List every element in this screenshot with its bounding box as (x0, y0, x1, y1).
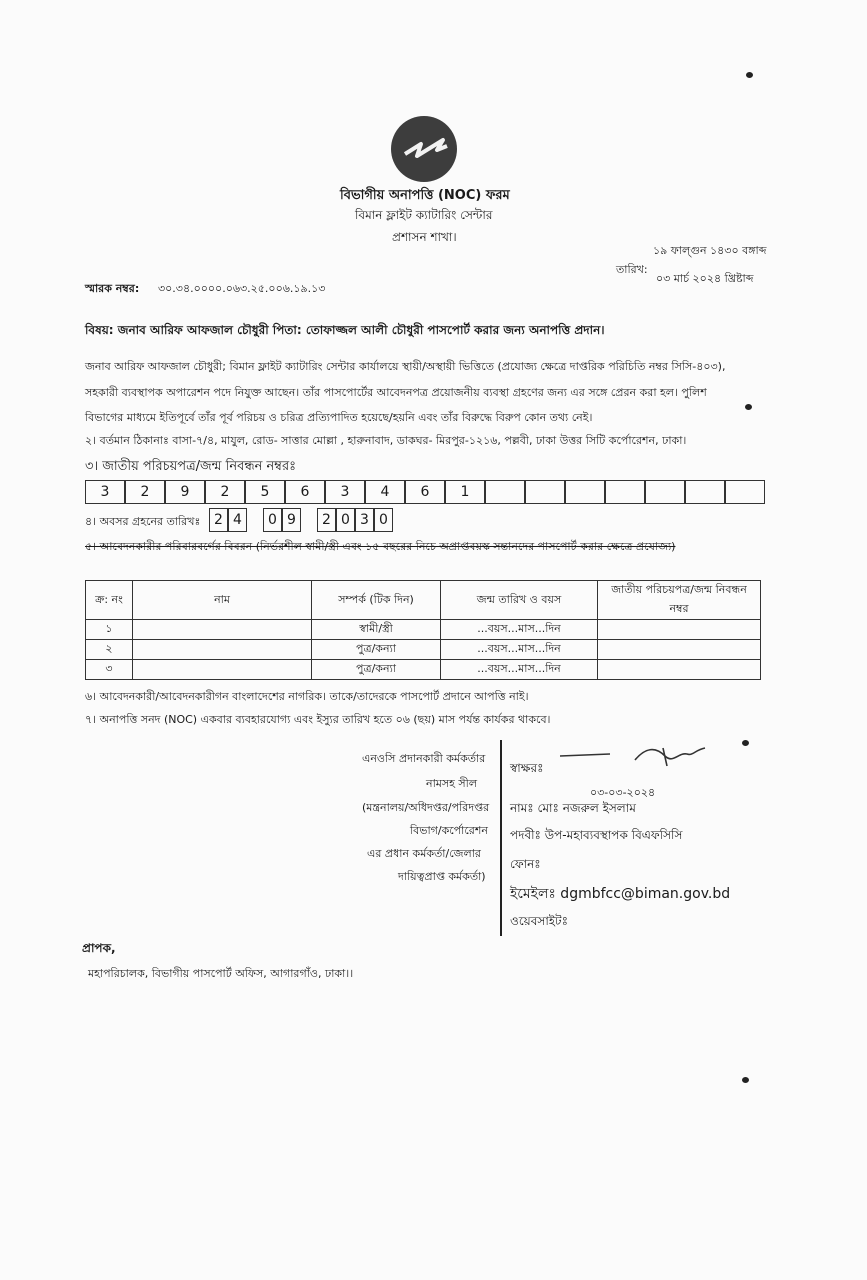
issuer-line-5: এর প্রধান কর্মকর্তা/জেলার (367, 847, 481, 860)
body-line-1: জনাব আরিফ আফজাল চৌধুরী; বিমান ফ্লাইট ক্যাটারিং সেন্টার কার্যালয়ে স্থায়ী/অস্থায়ী ভিত্তিতে (প্রযোজ্য ক্ষেত্রে দাপ্তরিক পরিচিতি নম্বর সিসি-৪০৩), (85, 360, 726, 373)
date-label: তারিখ: (616, 263, 648, 276)
table-row (86, 660, 761, 680)
nid-digit: 2 (205, 480, 245, 504)
date-bangla: ১৯ ফাল্গুন ১৪৩০ বঙ্গাব্দ (653, 244, 767, 257)
nid-digit: 6 (405, 480, 445, 504)
table-cell (598, 660, 761, 680)
nid-label: ৩। জাতীয় পরিচয়পত্র/জন্ম নিবন্ধন নম্বরঃ (85, 459, 297, 474)
nid-digit: 3 (325, 480, 365, 504)
retire-digit: 9 (282, 508, 301, 532)
issuer-line-4: বিভাগ/কর্পোরেশন (410, 824, 488, 837)
item-6: ৬। আবেদনকারী/আবেদনকারীগন বাংলাদেশের নাগরিক। তাকে/তাদেরকে পাসপোর্ট প্রদানে আপত্তি নাই। (85, 690, 529, 703)
retire-boxes (209, 508, 393, 532)
retire-label: ৪। অবসর গ্রহনের তারিখঃ (85, 515, 201, 528)
signature-mark (555, 742, 725, 772)
scan-dot (746, 72, 753, 78)
scan-dot (742, 1077, 749, 1083)
scan-dot (745, 404, 752, 410)
subject-line: বিষয়: জনাব আরিফ আফজাল চৌধুরী পিতা: তোফাজ্জল আলী চৌধুরী পাসপোর্ট করার জন্য অনাপত্তি প্রদান। (85, 323, 605, 337)
nid-digit: 3 (85, 480, 125, 504)
section-name: প্রশাসন শাখা। (392, 230, 457, 244)
signer-phone: ফোনঃ (510, 857, 541, 871)
recipient-label: প্রাপক, (82, 941, 116, 955)
recipient-value: মহাপরিচালক, বিভাগীয় পাসপোর্ট অফিস, আগারগাঁও, ঢাকা।। (88, 967, 354, 980)
nid-digit (565, 480, 605, 504)
retire-digit: 2 (317, 508, 336, 532)
table-cell: পুত্র/কন্যা (312, 660, 441, 680)
org-name: বিমান ফ্লাইট ক্যাটারিং সেন্টার (355, 208, 493, 222)
nid-digit (485, 480, 525, 504)
table-header: নাম (133, 581, 312, 620)
table-cell (133, 640, 312, 660)
nid-digit (605, 480, 645, 504)
table-cell (598, 640, 761, 660)
signer-website: ওয়েবসাইটঃ (510, 914, 568, 928)
retire-digit: 2 (209, 508, 228, 532)
table-header: জাতীয় পরিচয়পত্র/জন্ম নিবন্ধন নম্বর (598, 581, 761, 620)
signer-name: নামঃ মোঃ নজরুল ইসলাম (510, 801, 636, 815)
signer-email: ইমেইলঃ dgmbfcc@biman.gov.bd (510, 886, 731, 902)
issuer-line-3: (মন্ত্রনালয়/অধিদপ্তর/পরিদপ্তর (362, 801, 490, 814)
retire-digit: 4 (228, 508, 247, 532)
retire-digit: 3 (355, 508, 374, 532)
table-cell (133, 620, 312, 640)
nid-digit: 5 (245, 480, 285, 504)
sign-date: ০৩-০৩-২০২৪ (590, 786, 656, 799)
nid-digit (525, 480, 565, 504)
issuer-line-2: নামসহ সীল (426, 777, 478, 790)
table-cell (133, 660, 312, 680)
issuer-line-6: দায়িত্বপ্রাপ্ত কর্মকর্তা) (398, 870, 486, 883)
body-line-3: বিভাগের মাধ্যমে ইতিপূর্বে তাঁর পূর্ব পরিচয় ও চরিত্র প্রত্যিপাদিত হয়েছে/হয়নি এবং তাঁর বিরুদ্ধে বিরুপ কোন তথ্য নেই। (85, 411, 593, 424)
table-cell: পুত্র/কন্যা (312, 640, 441, 660)
table-cell: ১ (86, 620, 133, 640)
date-english: ০৩ মার্চ ২০২৪ খ্রিষ্টাব্দ (656, 272, 754, 285)
table-row (86, 620, 761, 640)
table-header: সম্পর্ক (টিক দিন) (312, 581, 441, 620)
memo-number: ৩০.৩৪.০০০০.০৬৩.২৫.০০৬.১৯.১৩ (158, 282, 326, 295)
table-row (86, 640, 761, 660)
memo-label: স্মারক নম্বর: (85, 282, 140, 295)
retire-digit: 0 (336, 508, 355, 532)
table-cell (598, 620, 761, 640)
nid-digit: 1 (445, 480, 485, 504)
nid-digit: 4 (365, 480, 405, 504)
address-line: ২। বর্তমান ঠিকানাঃ বাসা-৭/৪, মাযুল, রোড- সাত্তার মোল্লা , হারুনাবাদ, ডাকঘর- মিরপুর-১২১৬, পল্লবী, ঢাকা উত্তর সিটি কর্পোরেশন, ঢাকা। (85, 434, 687, 447)
scan-dot (742, 740, 749, 746)
body-line-2: সহকারী ব্যবস্থাপক অপারেশন পদে নিযুক্ত আছেন। তাঁর পাসপোর্টের আবেদনপত্র প্রয়োজনীয় ব্যবস্থা গ্রহণের জন্য এর সঙ্গে প্রেরন করা হল। পুলিশ (85, 386, 707, 399)
item-7: ৭। অনাপত্তি সনদ (NOC) একবার ব্যবহারযোগ্য এবং ইস্যুর তারিখ হতে ০৬ (ছয়) মাস পর্যন্ত কার্যকর থাকবে। (85, 713, 551, 726)
table-cell: ...বয়স...মাস...দিন (441, 660, 598, 680)
table-cell: স্বামী/স্ত্রী (312, 620, 441, 640)
retire-digit: 0 (263, 508, 282, 532)
nid-digit (685, 480, 725, 504)
table-cell: ৩ (86, 660, 133, 680)
form-title: বিভাগীয় অনাপত্তি (NOC) ফরম (340, 188, 510, 203)
retire-digit: 0 (374, 508, 393, 532)
signer-designation: পদবীঃ উপ-মহাব্যবস্থাপক বিএফসিসি (510, 828, 683, 842)
nid-digit: 6 (285, 480, 325, 504)
issuer-line-1: এনওসি প্রদানকারী কর্মকর্তার (362, 752, 486, 765)
nid-digit: 9 (165, 480, 205, 504)
nid-digit: 2 (125, 480, 165, 504)
table-header: জন্ম তারিখ ও বয়স (441, 581, 598, 620)
family-table (85, 580, 761, 680)
nid-digit (645, 480, 685, 504)
table-cell: ২ (86, 640, 133, 660)
table-cell: ...বয়স...মাস...দিন (441, 640, 598, 660)
table-header-row (86, 581, 761, 620)
divider-line (500, 740, 502, 936)
nid-digit (725, 480, 765, 504)
nid-boxes (85, 480, 765, 504)
table-header: ক্র: নং (86, 581, 133, 620)
biman-logo (391, 116, 457, 182)
sign-label: স্বাক্ষরঃ (510, 761, 544, 775)
table-cell: ...বয়স...মাস...দিন (441, 620, 598, 640)
family-note: ৫। আবেদনকারীর পরিবারবর্গের বিবরন (নির্ভরশীল স্বামী/স্ত্রী এবং ১৫ বছরের নিচে অপ্রাপ্তবয়স্ক সন্তানদের পাসপোর্ট করার ক্ষেত্রে প্রযোজ্য) (85, 540, 676, 553)
